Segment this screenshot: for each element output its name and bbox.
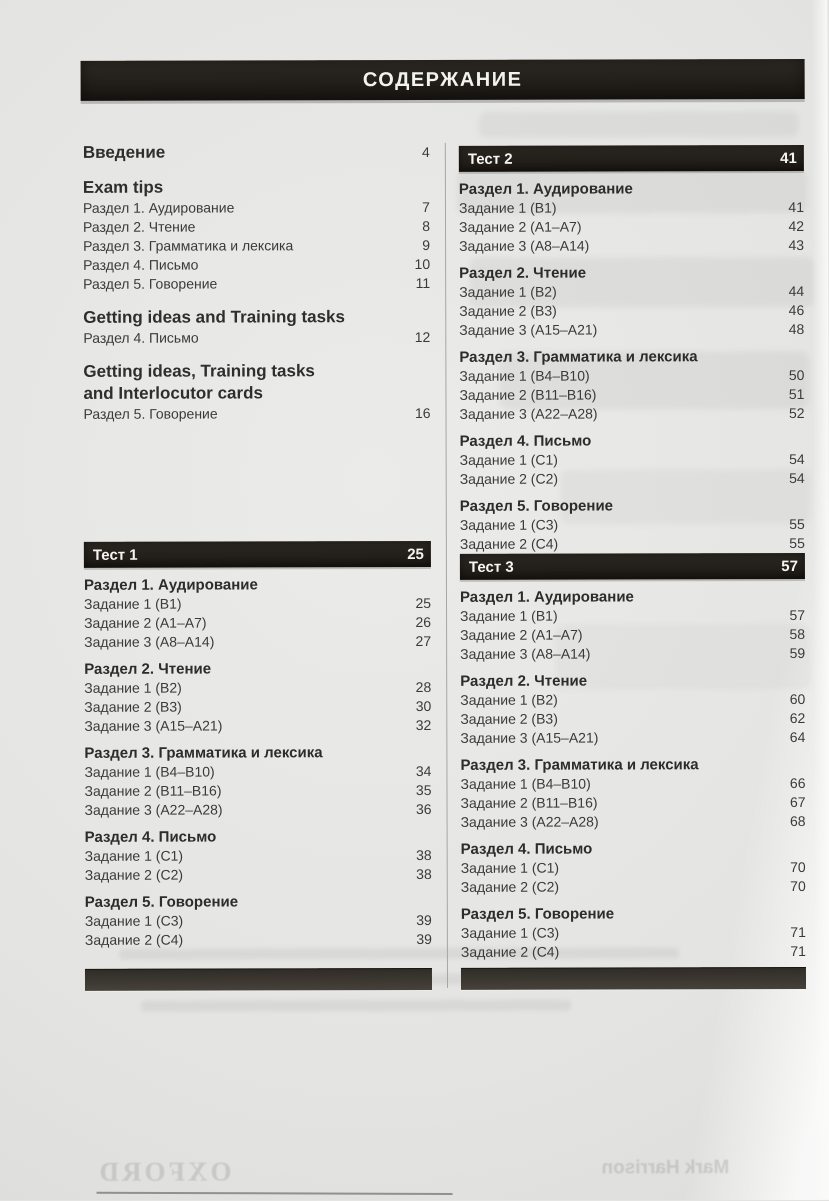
entry-label: Введение — [82, 142, 166, 162]
toc-entry — [459, 404, 804, 424]
entry-label: Раздел 4. Письмо — [83, 329, 199, 346]
entry-page-number: 25 — [415, 594, 432, 611]
section-title: Раздел 2. Чтение — [459, 264, 587, 282]
test-title: Тест 2 — [467, 150, 513, 168]
entry-page-number: 58 — [789, 625, 806, 643]
toc-entry — [460, 690, 805, 710]
test-section — [461, 839, 806, 897]
entry-label: Задание 1 (C1) — [460, 859, 560, 876]
entry-page-number: 11 — [415, 274, 431, 291]
entry-label: Задание 3 (A15–A21) — [84, 717, 223, 734]
test-block — [459, 145, 805, 554]
bleedthrough-author-name: Mark Harrison — [601, 1157, 730, 1179]
entry-label: Задание 3 (A15–A21) — [460, 729, 599, 746]
toc-entry — [460, 606, 805, 626]
toc-entry — [83, 198, 430, 218]
entry-page-number: 4 — [422, 143, 430, 160]
entry-label: Задание 2 (B3) — [460, 710, 558, 727]
entry-page-number: 42 — [788, 217, 805, 235]
toc-entry — [459, 236, 804, 256]
entry-label: Задание 2 (B3) — [459, 302, 557, 319]
toc-entry-introduction — [83, 141, 430, 164]
test-section — [460, 496, 805, 554]
section-title: Раздел 3. Грамматика и лексика — [459, 348, 698, 366]
entry-label: Задание 1 (C3) — [84, 912, 184, 929]
entry-label: Задание 1 (C3) — [459, 516, 559, 533]
section-title: Раздел 4. Письмо — [460, 840, 593, 858]
entry-label: Задание 2 (B3) — [84, 698, 182, 715]
toc-entry — [459, 301, 804, 321]
section-end-bar — [461, 967, 806, 990]
toc-entry — [84, 762, 431, 782]
entry-page-number: 48 — [788, 320, 805, 338]
entry-page-number: 71 — [790, 942, 806, 960]
entry-page-number: 39 — [416, 930, 432, 947]
group-heading-line: Exam tips — [82, 177, 164, 197]
entry-page-number: 68 — [789, 812, 806, 830]
test-header-bar — [459, 145, 804, 172]
toc-entry — [460, 534, 805, 554]
toc-entry — [460, 709, 805, 729]
right-column — [459, 145, 806, 962]
test-section — [459, 347, 804, 424]
section-end-bar — [85, 968, 432, 991]
toc-entry — [459, 198, 804, 218]
entry-page-number: 9 — [422, 236, 431, 253]
test-page-number: 25 — [407, 545, 424, 563]
entry-label: Задание 1 (B1) — [83, 595, 182, 612]
section-title: Раздел 1. Аудирование — [83, 576, 258, 594]
toc-entry — [459, 320, 804, 340]
section-title: Раздел 4. Письмо — [459, 432, 592, 450]
entry-page-number: 44 — [788, 282, 805, 300]
entry-label: Задание 1 (B1) — [458, 199, 557, 216]
test-section — [85, 892, 432, 950]
entry-page-number: 26 — [415, 613, 432, 630]
entry-page-number: 54 — [789, 450, 805, 468]
test-section — [84, 743, 431, 820]
entry-label: Задание 2 (C4) — [460, 943, 560, 960]
entry-page-number: 55 — [789, 534, 805, 552]
test-section — [459, 179, 804, 256]
test-page-number: 41 — [780, 149, 797, 167]
entry-label: Раздел 2. Чтение — [83, 218, 196, 235]
entry-page-number: 71 — [790, 923, 806, 941]
toc-entry — [459, 366, 804, 386]
toc-entry — [459, 385, 804, 405]
entry-page-number: 70 — [790, 858, 806, 876]
entry-label: Раздел 3. Грамматика и лексика — [83, 237, 294, 254]
entry-label: Задание 1 (B2) — [84, 679, 182, 696]
entry-label: Задание 3 (A8–A14) — [84, 633, 215, 650]
entry-page-number: 27 — [415, 632, 432, 649]
test-section — [460, 587, 805, 664]
toc-entry — [461, 793, 806, 813]
entry-page-number: 46 — [788, 301, 805, 319]
section-title: Раздел 3. Грамматика и лексика — [84, 744, 323, 762]
entry-page-number: 28 — [415, 678, 432, 695]
entry-label: Задание 1 (B4–B10) — [459, 367, 590, 384]
toc-entry — [83, 328, 430, 348]
entry-page-number: 10 — [414, 255, 431, 272]
section-title: Раздел 4. Письмо — [84, 828, 217, 846]
front-matter-group — [83, 360, 430, 424]
section-title: Раздел 5. Говорение — [84, 893, 239, 911]
test-2-slot — [459, 145, 805, 554]
entry-page-number: 70 — [790, 877, 806, 895]
entry-label: Задание 2 (A1–A7) — [459, 218, 582, 235]
column-divider — [445, 143, 448, 988]
entry-label: Задание 2 (B11–B16) — [459, 386, 597, 403]
toc-entry — [84, 613, 431, 633]
entry-label: Задание 3 (A22–A28) — [460, 813, 599, 830]
front-matter-groups — [83, 176, 431, 424]
entry-page-number: 8 — [422, 217, 431, 234]
entry-page-number: 38 — [416, 865, 432, 882]
toc-entry — [459, 217, 804, 237]
test-section — [460, 671, 805, 748]
entry-label: Задание 2 (C4) — [459, 535, 559, 552]
toc-entry — [84, 632, 431, 652]
bleedthrough-rule — [97, 1192, 453, 1195]
toc-entry — [460, 644, 805, 664]
entry-label: Задание 1 (B2) — [460, 691, 558, 708]
entry-page-number: 62 — [789, 709, 806, 727]
entry-label: Задание 1 (B1) — [460, 607, 558, 624]
toc-entry — [84, 594, 431, 614]
entry-label: Задание 3 (A22–A28) — [459, 405, 598, 422]
test-section — [461, 904, 806, 962]
toc-entry — [84, 716, 431, 736]
entry-label: Задание 3 (A22–A28) — [84, 801, 223, 818]
entry-page-number: 38 — [416, 846, 432, 863]
test-section — [459, 263, 804, 340]
entry-label: Задание 2 (C2) — [84, 866, 184, 883]
entry-page-number: 52 — [788, 404, 805, 422]
entry-label: Задание 1 (B2) — [459, 283, 557, 300]
test-block — [460, 553, 806, 962]
entry-page-number: 36 — [415, 800, 432, 817]
toc-entry — [460, 469, 805, 489]
contents-title-bar — [81, 59, 805, 101]
entry-page-number: 67 — [789, 793, 806, 811]
front-matter-group — [83, 306, 430, 348]
toc-entry — [83, 255, 430, 275]
toc-entry — [85, 846, 432, 866]
entry-label: Раздел 1. Аудирование — [82, 199, 235, 216]
entry-label: Задание 2 (C2) — [459, 470, 559, 487]
entry-label: Задание 3 (A15–A21) — [459, 321, 598, 338]
toc-entry — [460, 450, 805, 470]
test-header-bar — [84, 541, 431, 568]
toc-entry — [459, 282, 804, 302]
group-heading — [83, 176, 430, 199]
toc-entry — [83, 274, 430, 294]
entry-label: Задание 2 (B11–B16) — [84, 782, 222, 799]
toc-entry — [84, 678, 431, 698]
section-title: Раздел 1. Аудирование — [458, 180, 633, 198]
group-heading — [83, 306, 430, 329]
toc-entry — [85, 930, 432, 950]
test-1-slot — [84, 541, 432, 950]
entry-page-number: 35 — [415, 781, 432, 798]
toc-entry — [83, 217, 430, 237]
toc-entry — [84, 781, 431, 801]
front-matter-group — [83, 176, 430, 294]
entry-label: Задание 1 (B4–B10) — [460, 775, 591, 792]
group-heading-line: and Interlocutor cards — [83, 383, 263, 403]
entry-page-number: 60 — [789, 690, 806, 708]
section-title: Раздел 2. Чтение — [84, 660, 212, 678]
toc-entry — [461, 812, 806, 832]
bleedthrough-block — [479, 111, 799, 138]
group-heading — [83, 360, 430, 405]
page-edge-highlight — [811, 0, 829, 1199]
toc-entry — [461, 877, 806, 897]
toc-entry — [461, 858, 806, 878]
section-title: Раздел 5. Говорение — [459, 497, 614, 515]
section-title: Раздел 5. Говорение — [460, 905, 615, 923]
toc-entry — [85, 911, 432, 931]
toc-entry — [84, 697, 431, 717]
entry-page-number: 51 — [788, 385, 805, 403]
entry-page-number: 57 — [789, 606, 806, 624]
entry-label: Задание 1 (B4–B10) — [84, 763, 215, 780]
entry-page-number: 59 — [789, 644, 806, 662]
entry-page-number: 16 — [414, 404, 431, 421]
entry-label: Задание 2 (C2) — [460, 878, 560, 895]
test-title: Тест 1 — [92, 546, 138, 564]
entry-label: Задание 1 (C1) — [84, 847, 184, 864]
entry-page-number: 39 — [416, 911, 432, 928]
entry-label: Задание 3 (A8–A14) — [459, 237, 590, 254]
entry-page-number: 50 — [788, 366, 805, 384]
test-section — [84, 659, 431, 736]
test-header-bar — [460, 553, 805, 580]
entry-label: Задание 3 (A8–A14) — [460, 645, 591, 662]
entry-page-number: 43 — [788, 236, 805, 254]
test-title: Тест 3 — [468, 558, 514, 576]
group-heading-line: Getting ideas and Training tasks — [83, 307, 345, 327]
test-section — [460, 431, 805, 489]
entry-label: Задание 1 (C3) — [460, 924, 560, 941]
entry-label: Задание 2 (A1–A7) — [460, 626, 583, 643]
entry-page-number: 54 — [789, 469, 805, 487]
toc-entry — [460, 774, 805, 794]
entry-page-number: 32 — [415, 716, 432, 733]
test-block — [84, 541, 432, 950]
section-title: Раздел 1. Аудирование — [459, 588, 634, 606]
entry-page-number: 64 — [789, 728, 806, 746]
entry-label: Задание 2 (A1–A7) — [84, 614, 207, 631]
section-title: Раздел 3. Грамматика и лексика — [460, 756, 699, 774]
toc-entry — [85, 800, 432, 820]
entry-page-number: 34 — [415, 762, 432, 779]
entry-label: Задание 2 (C4) — [84, 931, 184, 948]
toc-entry — [461, 923, 806, 943]
entry-page-number: 30 — [415, 697, 432, 714]
test-3-slot — [460, 553, 806, 962]
entry-label: Задание 1 (C1) — [459, 451, 558, 468]
page-title: СОДЕРЖАНИЕ — [362, 68, 523, 91]
entry-page-number: 55 — [789, 515, 805, 533]
bleedthrough-publisher-logo: OXFORD — [96, 1156, 232, 1187]
entry-page-number: 12 — [414, 328, 431, 345]
left-column — [83, 141, 432, 950]
entry-page-number: 66 — [789, 774, 806, 792]
entry-label: Задание 2 (B11–B16) — [460, 794, 598, 811]
toc-entry — [461, 942, 806, 962]
section-title: Раздел 2. Чтение — [460, 672, 588, 690]
entry-label: Раздел 5. Говорение — [83, 275, 218, 292]
test-section — [460, 755, 805, 832]
test-page-number: 57 — [781, 557, 798, 575]
test-section — [84, 575, 431, 652]
group-heading-line: Getting ideas, Training tasks — [83, 361, 315, 381]
toc-entry — [83, 404, 430, 424]
entry-label: Раздел 4. Письмо — [83, 256, 199, 273]
toc-entry — [460, 728, 805, 748]
toc-entry — [460, 515, 805, 535]
bleedthrough-text-line — [141, 1000, 571, 1012]
entry-page-number: 41 — [788, 198, 804, 216]
entry-page-number: 7 — [422, 198, 430, 215]
test-section — [85, 827, 432, 885]
toc-entry — [460, 625, 805, 645]
toc-entry — [83, 236, 430, 256]
entry-label: Раздел 5. Говорение — [83, 405, 218, 422]
toc-entry — [85, 865, 432, 885]
